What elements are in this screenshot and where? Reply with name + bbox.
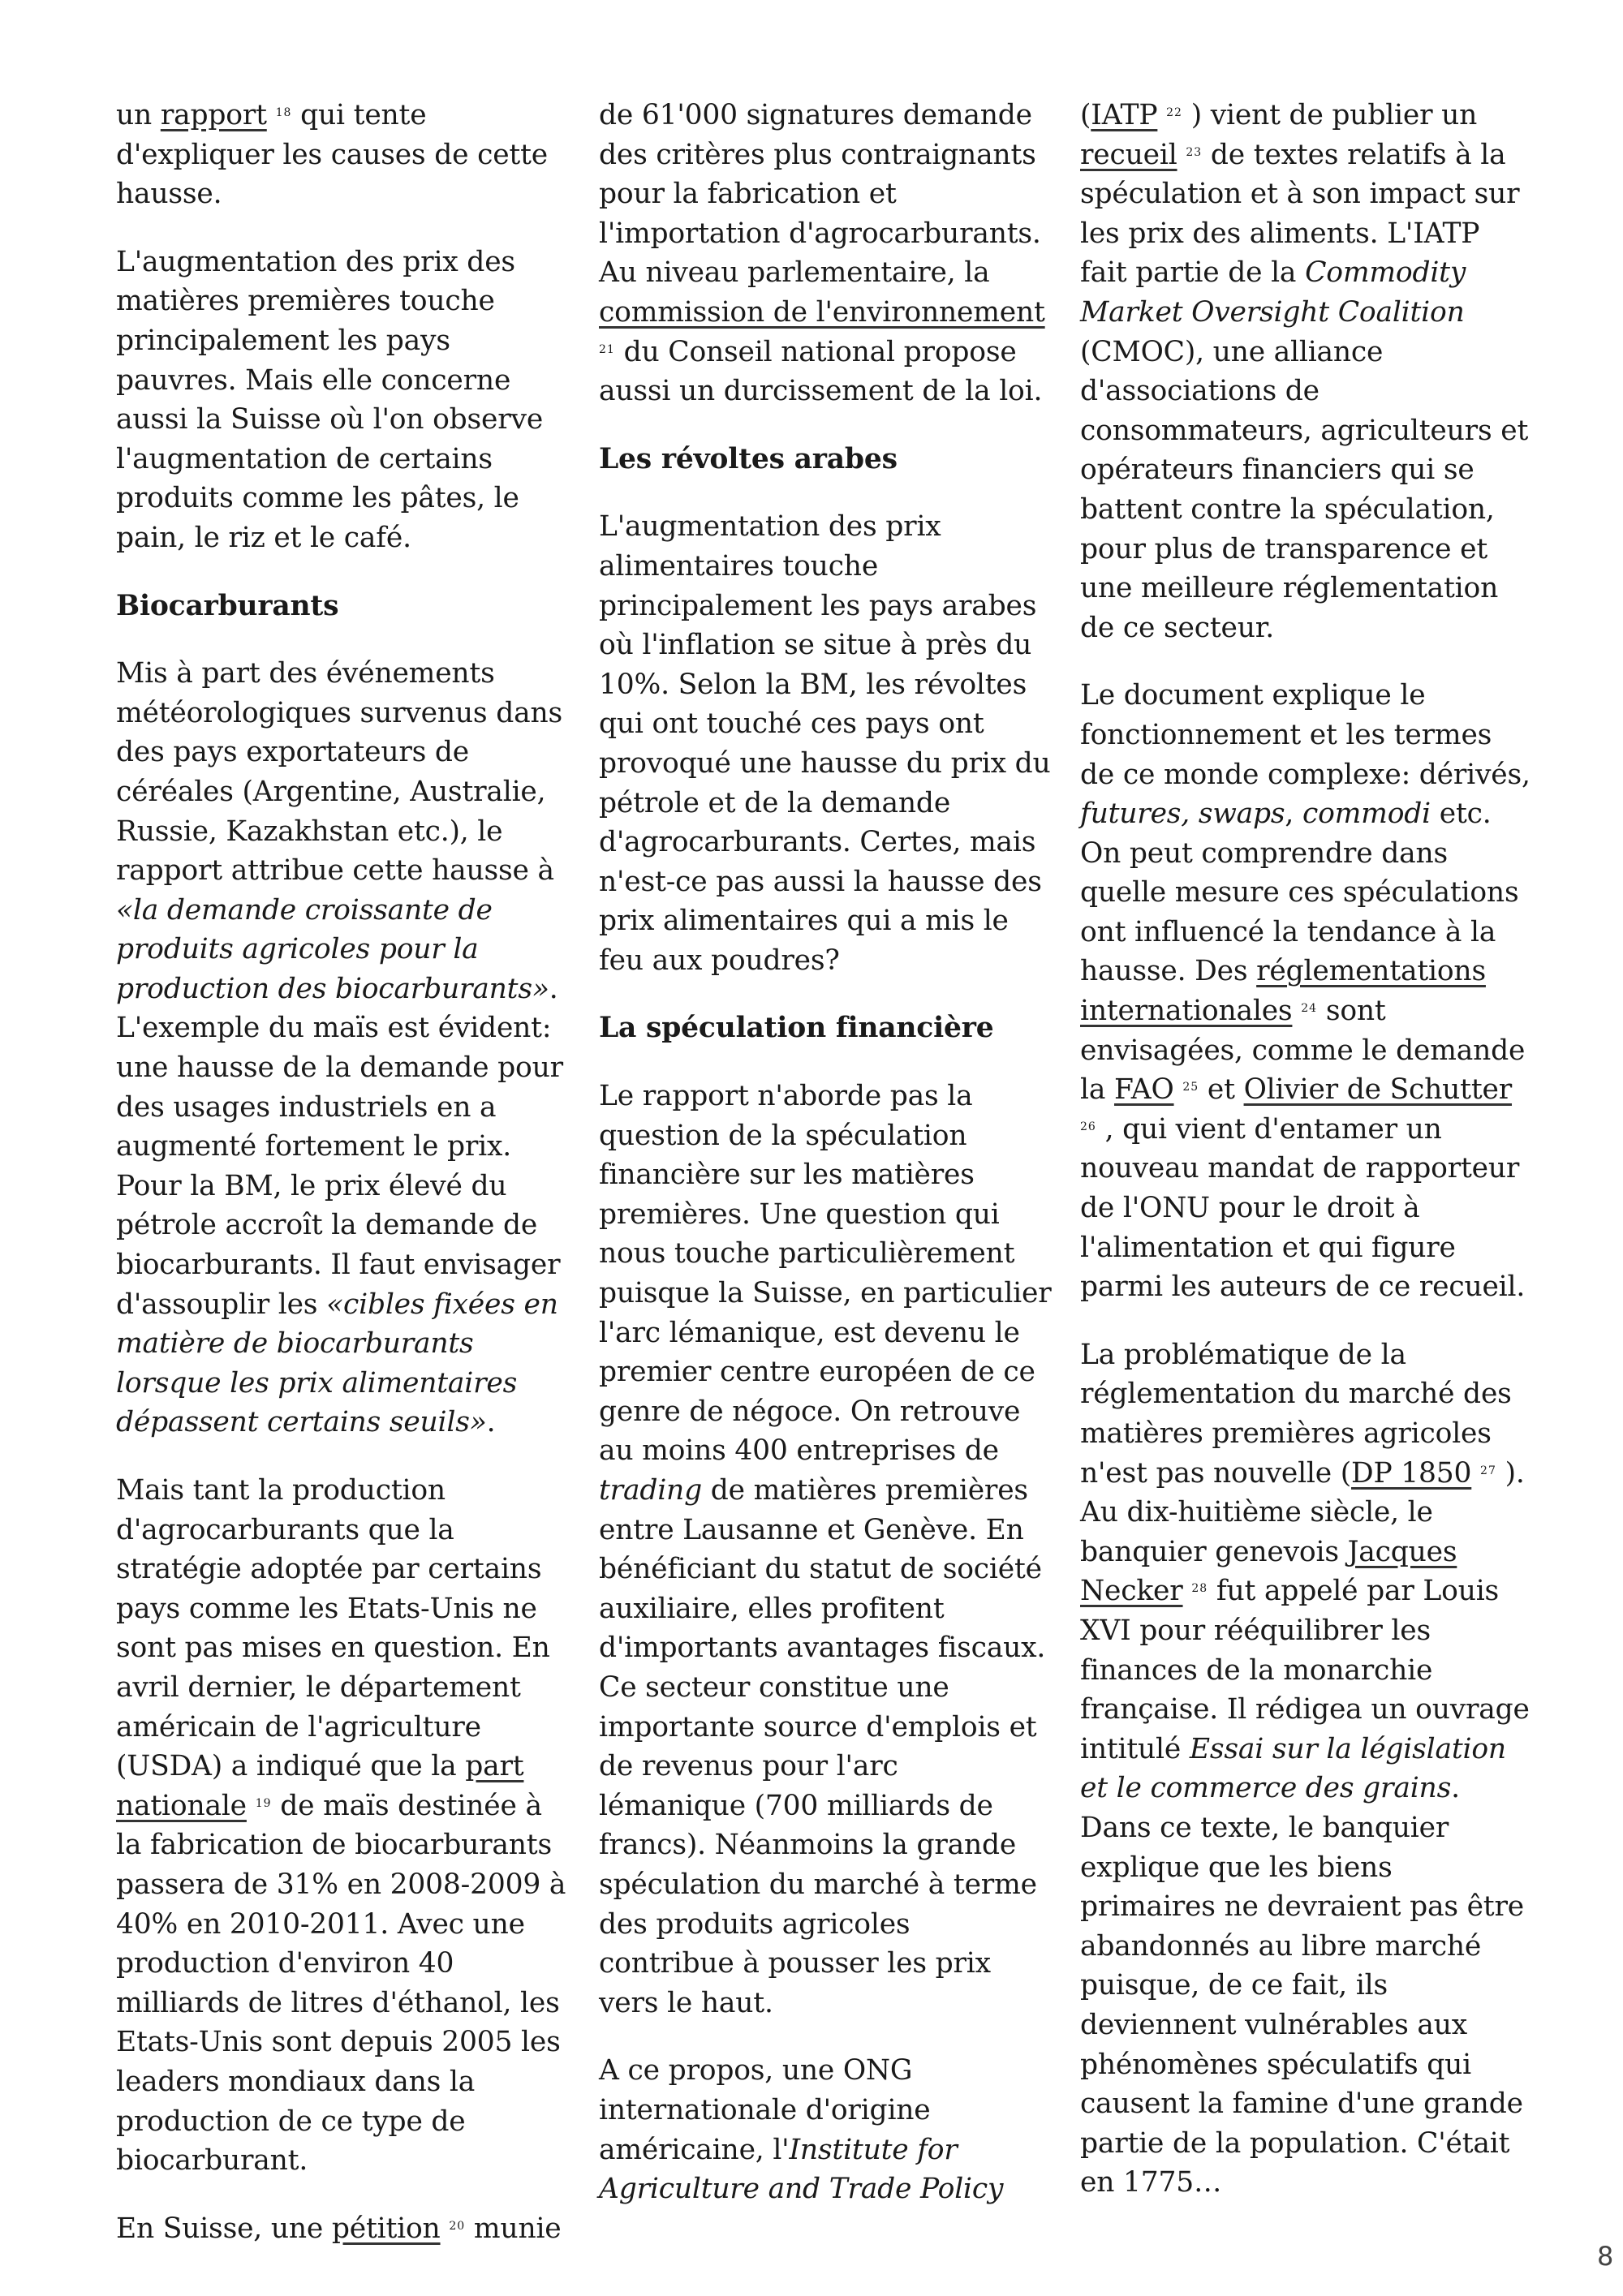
link-olivier-de-schutter[interactable]: Olivier de Schutter [1243,1073,1513,1107]
footnote-ref: 25 [1182,1081,1199,1094]
footnote-ref: 19 [255,1796,272,1810]
footnote-ref: 28 [1191,1582,1208,1596]
link-reglementations-internationales[interactable]: réglementations internationales [1080,955,1486,1028]
section-heading-revoltes-arabes: Les révoltes arabes [599,442,898,475]
link-recueil[interactable]: recueil [1080,138,1177,171]
emphasis: Commodity Market Oversight Coalition [1080,256,1466,329]
paragraph: un rapport $^{18}$ qui tente d'expliquer les causes de cette hausse. [116,99,548,211]
link-fao[interactable]: FAO [1113,1073,1174,1107]
quote: «cibles fixées en matière de biocarburants lorsque les prix alimentaires dépassent certains seuils» [116,1288,558,1439]
footnote-ref: 18 [275,106,292,119]
footnote-ref: 27 [1480,1464,1496,1477]
footnote-ref: 26 [1080,1120,1096,1133]
link-part-nationale[interactable]: part nationale [116,1750,524,1822]
paragraph: A ce propos, une ONG internationale d'origine américaine, l'Institute for Agriculture and Trade Policy [599,2054,1004,2206]
link-iatp[interactable]: IATP [1091,99,1158,131]
paragraph: Mais tant la production d'agrocarburants que la stratégie adoptée par certains pays comme les Etats-Unis ne sont pas mises en question. En avril dernier, le département américain de l'agriculture (USDA) a indiqué que la part nationale $^{19}$ de maïs destinée à la fabrication de biocarburants passera de 31% en 2008-2009 à 40% en 2010-2011. Avec une production d'environ 40 milliards de litres d'éthanol, les Etats-Unis sont depuis 2005 les leaders mondiaux dans la production de ce type de biocarburant. [116,1474,566,2178]
paragraph: Mis à part des événements météorologiques survenus dans des pays exportateurs de céréales (Argentine, Australie, Russie, Kazakhstan etc.), le rapport attribue cette hausse à «la demande croissante de produits agricoles pour la production des biocarburants». L'exemple du maïs est évident: une hausse de la demande pour des usages industriels en a augmenté fortement le prix. Pour la BM, le prix élevé du pétrole accroît la demande de biocarburants. Il faut envisager d'assouplir les «cibles fixées en matière de biocarburants lorsque les prix alimentaires dépassent certains seuils». [116,657,563,1439]
emphasis: trading [599,1474,702,1507]
link-dp-1850[interactable]: DP 1850 [1351,1456,1472,1490]
text-column-3 [1080,96,1535,2231]
paragraph: L'augmentation des prix alimentaires touche principalement les pays arabes où l'inflation se situe à près du 10%. Selon la BM, les révoltes qui ont touché ces pays ont provoqué une hausse du prix du pétrole et de la demande d'agrocarburants. Certes, mais n'est-ce pas aussi la hausse des prix alimentaires qui a mis le feu aux poudres? [599,510,1051,977]
paragraph: L'augmentation des prix des matières premières touche principalement les pays pauvres. Mais elle concerne aussi la Suisse où l'on observe l'augmentation de certains produits comme les pâtes, le pain, le riz et le café. [116,245,544,554]
footnote-ref: 23 [1186,145,1203,159]
footnote-ref: 24 [1301,1002,1318,1016]
paragraph: de 61'000 signatures demande des critères plus contraignants pour la fabrication et l'importation d'agrocarburants. Au niveau parlementaire, la commission de l'environnement $^{21}$ du Conseil national propose aussi un durcissement de la loi. [599,99,1045,408]
link-commission-environnement[interactable]: commission de l'environnement [599,295,1045,329]
emphasis: commodi [1302,798,1431,831]
text-column-1 [116,96,570,2277]
paragraph: La problématique de la réglementation du marché des matières premières agricoles n'est pas nouvelle (DP 1850 $^{27}$ ). Au dix-huitième siècle, le banquier genevois Jacques Necker $^{28}$ fut appelé par Louis XVI pour rééquilibrer les finances de la monarchie française. Il rédigea un ouvrage intitulé Essai sur la législation et le commerce des grains. Dans ce texte, le banquier explique que les biens primaires ne devraient pas être abandonnés au libre marché puisque, de ce fait, ils deviennent vulnérables aux phénomènes spéculatifs qui causent la famine d'une grande partie de la population. C'était en 1775… [1080,1338,1530,2199]
text-column-2 [599,96,1053,2238]
link-petition[interactable]: pétition [331,2212,441,2245]
emphasis: futures, swaps [1080,798,1285,831]
link-jacques-necker[interactable]: Jacques Necker [1080,1535,1457,1608]
footnote-ref: 20 [449,2219,466,2233]
link-rapport[interactable]: rapport [160,99,267,131]
emphasis: Institute for Agriculture and Trade Policy [599,2133,1004,2206]
footnote-ref: 21 [599,342,615,356]
paragraph: En Suisse, une pétition $^{20}$ munie [116,2212,562,2245]
section-heading-speculation: La spéculation financière [599,1012,994,1045]
paragraph: (IATP $^{22}$ ) vient de publier un recueil $^{23}$ de textes relatifs à la spéculation et à son impact sur les prix des aliments. L'IATP fait partie de la Commodity Market Oversight Coalition (CMOC), une alliance d'associations de consommateurs, agriculteurs et opérateurs financiers qui se battent contre la spéculation, pour plus de transparence et une meilleure réglementation de ce secteur. [1080,99,1529,644]
quote: «la demande croissante de produits agricoles pour la production des biocarburants» [116,893,549,1005]
book-title: Essai sur la législation et le commerce des grains [1080,1732,1506,1805]
paragraph: Le document explique le fonctionnement et les termes de ce monde complexe: dérivés, futures, swaps, commodi etc. On peut comprendre dans quelle mesure ces spéculations ont influencé la tendance à la hausse. Des réglementations internationales $^{24}$ sont envisagées, comme le demande la FAO $^{25}$ et Olivier de Schutter $^{26}$ , qui vient d'entamer un nouveau mandat de rapporteur de l'ONU pour le droit à l'alimentation et qui figure parmi les auteurs de ce recueil. [1080,679,1530,1304]
paragraph: Le rapport n'aborde pas la question de la spéculation financière sur les matières premières. Une question qui nous touche particulièrement puisque la Suisse, en particulier l'arc lémanique, est devenu le premier centre européen de ce genre de négoce. On retrouve au moins 400 entreprises de trading de matières premières entre Lausanne et Genève. En bénéficiant du statut de société auxiliaire, elles profitent d'importants avantages fiscaux. Ce secteur constitue une importante source d'emplois et de revenus pour l'arc lémanique (700 milliards de francs). Néanmoins la grande spéculation du marché à terme des produits agricoles contribue à pousser les prix vers le haut. [599,1080,1052,2019]
footnote-ref: 22 [1166,106,1182,119]
page-number: 8 [1597,2241,1614,2272]
section-heading-biocarburants: Biocarburants [116,589,339,622]
